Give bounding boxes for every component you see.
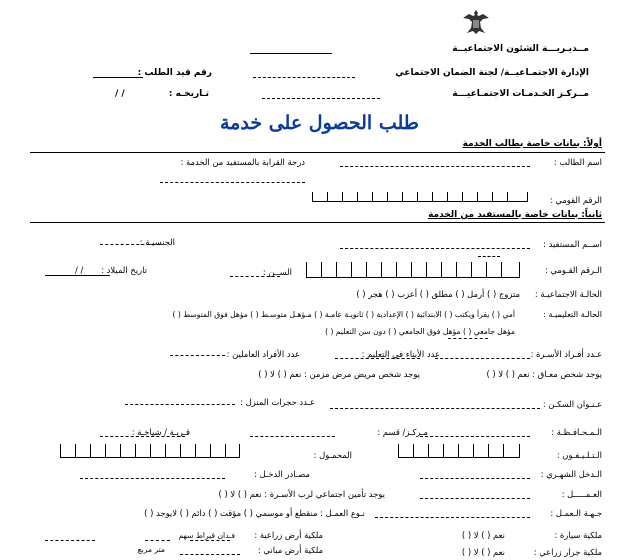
applicant-name-label: اسم الطالب : xyxy=(553,157,602,167)
directorate-line xyxy=(250,53,332,54)
beneficiary-national-id-boxes[interactable] xyxy=(306,262,520,278)
id-extra-line xyxy=(478,256,500,257)
working-members-field[interactable] xyxy=(170,355,225,356)
village-field[interactable] xyxy=(100,436,185,437)
request-no-field[interactable] xyxy=(93,77,143,78)
education-label: الحالـة التعليميـة : xyxy=(543,310,602,319)
applicant-national-id-label: الرقم القومي : xyxy=(549,195,602,205)
disabled-person-row[interactable]: يوجد شخص معـاق : نعم ( ) لا ( ) xyxy=(486,369,602,379)
building-land-label: ملكية أرض مباني : xyxy=(257,545,323,555)
header-center: مــركـز الخـدمـات الاجتمـاعيـــة xyxy=(452,89,589,99)
age-field[interactable] xyxy=(230,276,280,277)
building-land-units: متر مربع xyxy=(137,545,165,554)
social-status-options[interactable]: متزوج ( ) أرمل ( ) مطلق ( ) أعزب ( ) هجر ( ) xyxy=(356,289,520,299)
family-count-label: عـدد أفـراد الأسـرة : xyxy=(530,349,602,359)
section1-heading: أولاً: بيانات خاصة بطالب الخدمة xyxy=(462,139,602,149)
children-in-school-label: عدد الأبناء في التعليم : xyxy=(361,349,440,359)
employer-field[interactable] xyxy=(375,517,530,518)
applicant-national-id-boxes[interactable] xyxy=(312,192,528,202)
agri-neighbor-options[interactable]: نعم ( ) لا ( ) xyxy=(461,547,505,557)
social-status-label: الحالـة الاجتماعيـة : xyxy=(534,289,602,299)
car-options[interactable]: نعم ( ) لا ( ) xyxy=(461,530,505,540)
center-line xyxy=(262,98,380,99)
agri-qirat-field[interactable] xyxy=(145,540,170,541)
admin-line xyxy=(253,77,355,78)
phone-label: الـتـلـيـفـون : xyxy=(556,450,602,460)
birth-date-label: تاريخ الميلاد : xyxy=(101,265,147,275)
work-field[interactable] xyxy=(420,498,530,499)
employer-label: جـهـة الـعمـل : xyxy=(550,508,602,518)
building-land-field[interactable] xyxy=(180,554,240,555)
working-members-label: عدد الأفراد العاملين : xyxy=(226,349,300,359)
agri-neighbor-label: ملكية جرار زراعي : xyxy=(533,547,602,557)
work-type-row[interactable]: نـوع العمـل : منقطع أو موسمي ( ) مؤقت ( ) دائم ( ) لايوجد ( ) xyxy=(144,508,365,518)
mobile-label: المحمـول : xyxy=(313,450,352,460)
rooms-label: عـدد حجرات المنزل : xyxy=(240,397,315,407)
children-field[interactable] xyxy=(335,358,420,359)
age-label: الســن : xyxy=(262,267,292,277)
mobile-boxes[interactable] xyxy=(60,444,240,458)
governorate-field[interactable] xyxy=(420,436,530,437)
housing-field[interactable] xyxy=(330,408,540,409)
income-sources-field[interactable] xyxy=(80,478,225,479)
relation-label: درجة القرابة بالمستفيد من الخدمة : xyxy=(180,157,305,167)
agri-sahm-field[interactable] xyxy=(45,540,95,541)
section1-divider xyxy=(30,152,605,153)
request-no-label: رقم قيد الطلب : xyxy=(137,68,212,78)
beneficiary-name-label: اســم المستفيد : xyxy=(543,239,602,249)
nationality-field[interactable] xyxy=(100,244,160,245)
car-label: ملكية سيارة : xyxy=(554,530,602,540)
header-admin: الإدارة الاجتمـاعيــة/ لجنة الضمان الاجتماعي xyxy=(395,68,589,78)
education-options[interactable]: أمي ( ) يقرأ ويكتب ( ) الابتدائية ( ) الإعدادية ( ) ثانويـة عامـة ( ) مـؤهـل متوسـط ( ) مؤهل فوق المتوسط ( ) xyxy=(172,310,515,319)
education-options-2[interactable]: مؤهل جامعي ( ) مؤهل فوق الجامعي ( ) دون سن التعليم ( ) xyxy=(325,327,515,336)
housing-label: عـنـوان السكـن : xyxy=(542,399,602,409)
rooms-field[interactable] xyxy=(125,404,235,405)
date-label: تـاريخـه : xyxy=(168,89,209,99)
governorate-label: الـمـحـافـظـة : xyxy=(551,427,602,437)
district-label: مـركـز/ قسم : xyxy=(377,427,428,437)
monthly-income-label: الـدخل الشهـري : xyxy=(540,469,602,479)
agri-land-units: فـدان قيراط سهم xyxy=(178,531,235,540)
income-sources-label: مصـادر الدخـل : xyxy=(254,469,310,479)
agri-feddan-field[interactable] xyxy=(190,540,230,541)
education-extra-line xyxy=(448,338,488,339)
chronic-patient-row[interactable]: يوجد شخص مريض مرض مزمن : نعم ( ) لا ( ) xyxy=(258,369,420,379)
section2-heading: ثانياً: بيانات خاصة بالمستفيد من الخدمة xyxy=(428,210,602,220)
birth-date-slashes: / / xyxy=(75,265,84,275)
agri-land-label: ملكية أرض زراعية : xyxy=(254,530,323,540)
district-field[interactable] xyxy=(250,436,335,437)
egypt-eagle-emblem-icon xyxy=(461,8,491,36)
date-field[interactable]: / / xyxy=(115,89,125,99)
beneficiary-national-id-label: الـرقم القـومي : xyxy=(544,265,602,275)
nationality-label: الجنسيـة : xyxy=(139,237,175,247)
village-label: قـريـة / شياخـة : xyxy=(131,427,190,437)
monthly-income-field[interactable] xyxy=(420,478,530,479)
social-insurance-row[interactable]: يوجد تأمين اجتماعي لرب الأسـرة : نعم ( ) لا ( ) xyxy=(218,489,385,499)
section2-divider xyxy=(30,222,605,223)
birth-date-field[interactable] xyxy=(45,275,110,276)
page-title: طلب الحصول على خدمة xyxy=(220,112,419,134)
header-directorate: مــديـريـــة الشئون الاجتماعيــة xyxy=(452,44,589,54)
applicant-name-field[interactable] xyxy=(340,166,530,167)
work-label: العـمـــــل : xyxy=(561,489,602,499)
phone-boxes[interactable] xyxy=(398,444,520,458)
beneficiary-name-field[interactable] xyxy=(340,248,530,249)
family-count-field[interactable] xyxy=(435,358,530,359)
relation-field[interactable] xyxy=(160,182,305,183)
